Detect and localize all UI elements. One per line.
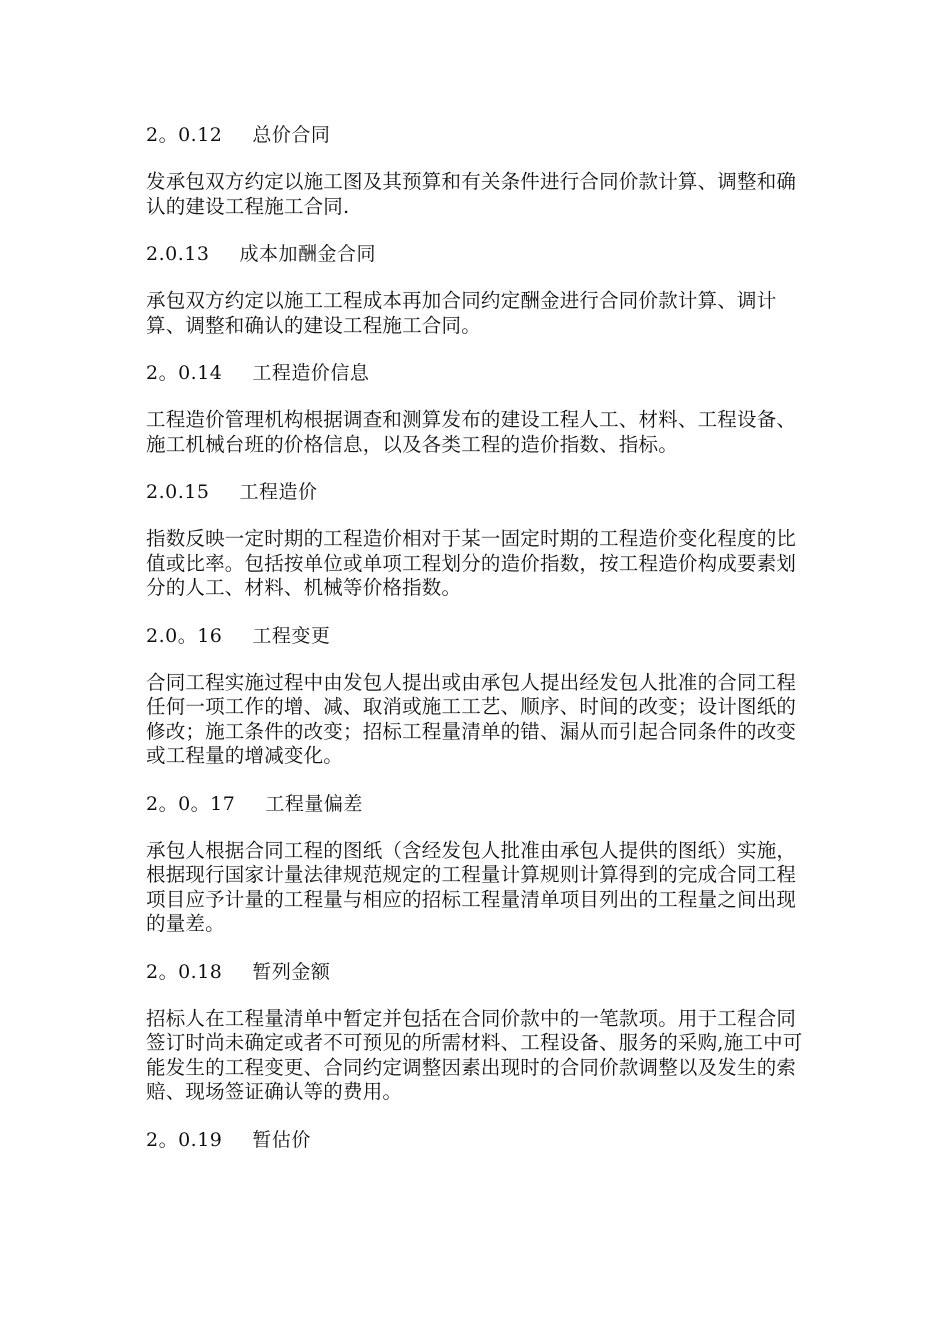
term-definition: 发承包双方约定以施工图及其预算和有关条件进行合同价款计算、调整和确认的建设工程施工合同. (146, 170, 797, 218)
term-heading (146, 623, 814, 649)
term-number: 2.0。16 (146, 624, 223, 647)
term-heading (146, 959, 814, 985)
term-definition: 合同工程实施过程中由发包人提出或由承包人提出经发包人批准的合同工程任何一项工作的增、减、取消或施工工艺、顺序、时间的改变；设计图纸的修改；施工条件的改变；招标工程量清单的错、漏从而引起合同条件的改变或工程量的增减变化。 (146, 670, 797, 767)
term-title: 总价合同 (252, 124, 331, 146)
term-definition: 承包人根据合同工程的图纸（含经发包人批准由承包人提供的图纸）实施，根据现行国家计量法律规范规定的工程量计算规则计算得到的完成合同工程项目应予计量的工程量与相应的招标工程量清单项目列出的工程量之间出现的量差。 (146, 838, 797, 935)
term-heading (146, 791, 814, 817)
term-section-2-0-19 (146, 1127, 814, 1153)
term-section-2-0-13 (146, 241, 814, 338)
document-body (146, 122, 814, 1175)
term-section-2-0-17 (146, 791, 814, 937)
term-heading (146, 1127, 814, 1153)
term-number: 2。0.12 (146, 124, 223, 146)
term-section-2-0-16 (146, 623, 814, 769)
term-heading (146, 479, 814, 505)
term-number: 2。0.18 (146, 960, 223, 983)
term-number: 2。0.14 (146, 362, 223, 384)
term-definition: 指数反映一定时期的工程造价相对于某一固定时期的工程造价变化程度的比值或比率。包括按单位或单项工程划分的造价指数，按工程造价构成要素划分的人工、材料、机械等价格指数。 (146, 527, 797, 599)
term-number: 2。0。17 (146, 792, 236, 815)
term-section-2-0-18 (146, 959, 814, 1105)
term-number: 2。0.19 (146, 1128, 223, 1151)
term-section-2-0-14 (146, 360, 814, 457)
term-number: 2.0.13 (146, 243, 210, 265)
term-number: 2.0.15 (146, 481, 210, 503)
term-title: 工程造价信息 (252, 362, 370, 384)
term-title: 暂列金额 (252, 960, 331, 983)
term-title: 工程变更 (252, 624, 331, 647)
term-title: 工程量偏差 (265, 792, 363, 815)
term-definition: 招标人在工程量清单中暂定并包括在合同价款中的一笔款项。用于工程合同签订时尚未确定或者不可预见的所需材料、工程设备、服务的采购,施工中可能发生的工程变更、合同约定调整因素出现时的合同价款调整以及发生的索赔、现场签证确认等的费用。 (146, 1006, 803, 1103)
term-definition: 工程造价管理机构根据调查和测算发布的建设工程人工、材料、工程设备、施工机械台班的价格信息，以及各类工程的造价指数、指标。 (146, 408, 797, 456)
term-definition: 承包双方约定以施工工程成本再加合同约定酬金进行合同价款计算、调计算、调整和确认的建设工程施工合同。 (146, 289, 777, 337)
term-section-2-0-12 (146, 122, 814, 219)
term-heading (146, 241, 814, 267)
term-heading (146, 360, 814, 386)
term-title: 工程造价 (239, 481, 318, 503)
term-title: 成本加酬金合同 (239, 243, 376, 265)
term-section-2-0-15 (146, 479, 814, 601)
term-title: 暂估价 (252, 1128, 311, 1151)
term-heading (146, 122, 814, 148)
